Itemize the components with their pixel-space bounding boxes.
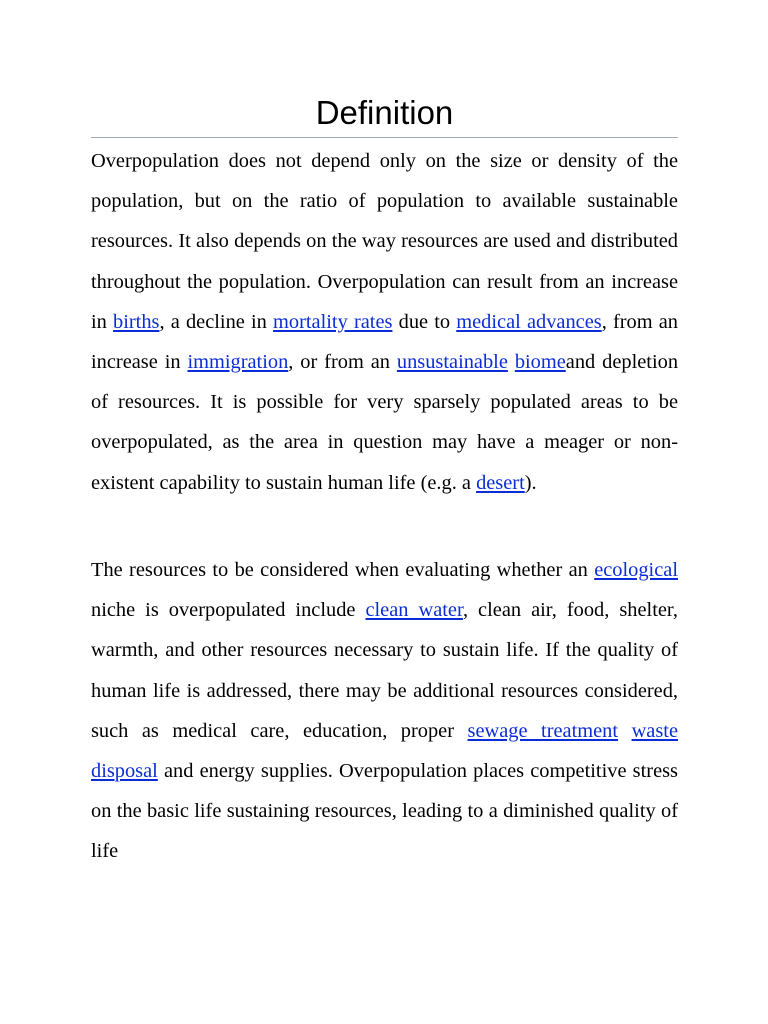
link-desert[interactable]: desert: [476, 471, 525, 494]
paragraph-1: [91, 141, 678, 503]
paragraph-text: and energy supplies. Overpopulation places competitive stress on the basic life sustaining resources, leading to a diminished quality of life: [91, 760, 678, 863]
link-medical-advances[interactable]: medical advances: [456, 310, 602, 333]
link-clean-water[interactable]: clean water: [365, 599, 463, 622]
paragraph-text: , a decline in: [159, 310, 274, 333]
paragraph-text: niche is overpopulated include: [91, 599, 366, 622]
link-biome[interactable]: biome: [514, 351, 566, 374]
paragraph-text: [618, 720, 632, 742]
link-waste-disposal[interactable]: waste disposal: [91, 719, 678, 783]
link-sewage-treatment[interactable]: sewage treatment: [467, 719, 619, 742]
link-immigration[interactable]: immigration: [187, 351, 289, 374]
paragraph-2: [91, 550, 678, 872]
link-mortality-rates[interactable]: mortality rates: [273, 310, 393, 333]
paragraph-text: , clean air, food, shelter, warmth, and other resources necessary to sustain life. If the quality of human life is addressed, there may be additional resources considered, such as medical care, education, proper: [91, 599, 678, 742]
heading-divider: [91, 137, 678, 138]
paragraph-text: due to: [392, 310, 457, 333]
paragraph-text: , from an increase in: [91, 310, 678, 374]
paragraph-text: , or from an: [288, 351, 397, 374]
link-ecological[interactable]: ecological: [594, 559, 678, 581]
link-unsustainable[interactable]: unsustainable: [396, 351, 508, 374]
section-heading: Definition: [315, 94, 454, 131]
paragraph-text: and depletion of resources. It is possible for very sparsely populated areas to be overpopulated, as the area in question may have a meager or non-existent capability to sustain human life (e.g. a: [91, 351, 679, 494]
paragraph-text: ).: [524, 471, 537, 494]
link-births[interactable]: births: [113, 310, 160, 333]
paragraph-text: Overpopulation does not depend only on the size or density of the population, but on the ratio of population to available sustainable resources. It also depends on the way resources are used and distributed throughout the population. Overpopulation can result from an increase in: [91, 150, 678, 333]
paragraph-text: The resources to be considered when evaluating whether an: [91, 559, 595, 581]
paragraph-text: [508, 351, 515, 373]
